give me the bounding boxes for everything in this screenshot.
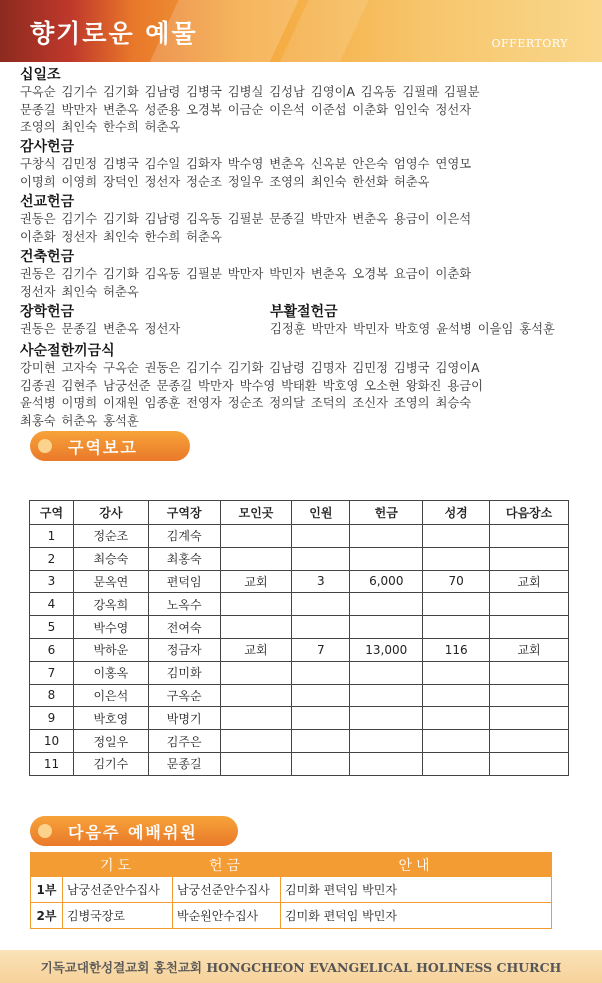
table-cell bbox=[292, 593, 350, 616]
table-cell: 박호영 bbox=[73, 707, 148, 730]
table-cell: 정순조 bbox=[73, 525, 148, 548]
table-cell bbox=[490, 661, 569, 684]
name-line: 이춘화 정선자 최인숙 한수희 허춘옥 bbox=[20, 229, 222, 244]
badge-label: 구역보고 bbox=[68, 437, 138, 457]
table-cell: 7 bbox=[292, 638, 350, 661]
prayer-cell: 김병국장로 bbox=[63, 903, 173, 929]
name-line: 구옥순 김기수 김기화 김남령 김병국 김병실 김성남 김영이A 김옥동 김필래 김필분 bbox=[20, 85, 480, 99]
table-row bbox=[30, 707, 569, 730]
service-part: 2부 bbox=[31, 903, 63, 929]
table-cell: 문종길 bbox=[148, 752, 220, 775]
table-cell bbox=[490, 707, 569, 730]
name-line: 최홍숙 허춘옥 홍석훈 bbox=[20, 413, 139, 428]
name-line: 문종길 박만자 변춘옥 성준용 오경복 이금순 이은석 이준섭 이춘화 임인숙 정선자 bbox=[20, 102, 472, 117]
table-cell: 구옥순 bbox=[148, 684, 220, 707]
table-row bbox=[30, 547, 569, 570]
district-report-badge bbox=[30, 431, 190, 461]
table-cell bbox=[350, 730, 423, 753]
table-row bbox=[30, 684, 569, 707]
table-row bbox=[30, 752, 569, 775]
name-line: 김종권 김현주 남궁선준 문종길 박만자 박수영 박태환 박호영 오소현 왕화진 용금이 bbox=[20, 378, 483, 393]
table-cell: 문옥연 bbox=[73, 570, 148, 593]
table-cell bbox=[220, 616, 292, 639]
lent-section bbox=[20, 342, 590, 430]
offering-cell: 박순원안수집사 bbox=[173, 903, 281, 929]
table-cell: 김기수 bbox=[73, 752, 148, 775]
next-week-badge bbox=[30, 816, 238, 846]
table-cell: 정일우 bbox=[73, 730, 148, 753]
table-cell: 6 bbox=[30, 638, 74, 661]
section-title: 장학헌금 bbox=[20, 304, 75, 320]
table-cell bbox=[350, 752, 423, 775]
table-cell bbox=[350, 707, 423, 730]
section-title: 부활절헌금 bbox=[270, 304, 338, 320]
name-line: 권동은 김기수 김기화 김옥동 김필분 박만자 박민자 변춘옥 오경복 요금이 이춘화 bbox=[20, 267, 472, 281]
table-cell: 강옥희 bbox=[73, 593, 148, 616]
table-cell bbox=[292, 730, 350, 753]
header-cell: 구역 bbox=[30, 501, 74, 525]
page-subtitle: OFFERTORY bbox=[491, 37, 568, 50]
header-cell: 헌금 bbox=[173, 853, 281, 877]
table-cell bbox=[423, 525, 490, 548]
table-cell: 3 bbox=[30, 570, 74, 593]
table-cell: 노옥수 bbox=[148, 593, 220, 616]
table-cell: 최홍숙 bbox=[148, 547, 220, 570]
table-cell bbox=[423, 547, 490, 570]
table-cell bbox=[423, 730, 490, 753]
mission-section bbox=[20, 193, 590, 246]
header-cell: 구역장 bbox=[148, 501, 220, 525]
table-cell: 3 bbox=[292, 570, 350, 593]
table-cell: 최승숙 bbox=[73, 547, 148, 570]
table-cell bbox=[423, 593, 490, 616]
name-line: 권동은 문종길 변춘옥 정선자 bbox=[20, 322, 181, 336]
table-cell bbox=[292, 661, 350, 684]
header-cell: 안내 bbox=[281, 853, 552, 877]
table-cell: 정금자 bbox=[148, 638, 220, 661]
name-line: 윤석병 이명희 이재원 임종훈 전영자 정순조 정의달 조덕의 조신자 조영의 최승숙 bbox=[20, 396, 472, 410]
table-cell: 교회 bbox=[490, 638, 569, 661]
table-cell: 116 bbox=[423, 638, 490, 661]
table-cell bbox=[490, 752, 569, 775]
table-row bbox=[30, 661, 569, 684]
next-week-table bbox=[30, 852, 552, 929]
table-cell: 전여숙 bbox=[148, 616, 220, 639]
name-line: 조영의 최인숙 한수희 허춘옥 bbox=[20, 120, 181, 134]
table-cell: 김주은 bbox=[148, 730, 220, 753]
table-cell bbox=[490, 525, 569, 548]
scholarship-section bbox=[20, 303, 590, 339]
table-cell: 8 bbox=[30, 684, 74, 707]
table-cell bbox=[292, 547, 350, 570]
header-cell: 다음장소 bbox=[490, 501, 569, 525]
bullet-icon bbox=[38, 824, 52, 838]
table-cell: 박수영 bbox=[73, 616, 148, 639]
table-cell: 편덕임 bbox=[148, 570, 220, 593]
table-cell bbox=[220, 661, 292, 684]
table-row bbox=[30, 593, 569, 616]
table-cell bbox=[350, 684, 423, 707]
table-cell: 1 bbox=[30, 525, 74, 548]
table-cell: 70 bbox=[423, 570, 490, 593]
thanks-section bbox=[20, 138, 590, 191]
name-line: 강미현 고자숙 구옥순 권동은 김기수 김기화 김남령 김명자 김민정 김병국 김영이A bbox=[20, 361, 480, 375]
table-row bbox=[30, 730, 569, 753]
header-cell bbox=[31, 853, 63, 877]
name-line: 정선자 최인숙 허춘옥 bbox=[20, 284, 139, 299]
district-report-table bbox=[29, 500, 569, 776]
table-cell bbox=[220, 684, 292, 707]
table-cell bbox=[490, 593, 569, 616]
service-part: 1부 bbox=[31, 877, 63, 903]
table-row bbox=[30, 570, 569, 593]
header-cell: 인원 bbox=[292, 501, 350, 525]
table-header-row bbox=[31, 853, 552, 877]
table-cell bbox=[292, 616, 350, 639]
header-cell: 모인곳 bbox=[220, 501, 292, 525]
table-cell bbox=[350, 593, 423, 616]
header-cell: 헌금 bbox=[350, 501, 423, 525]
table-cell bbox=[220, 730, 292, 753]
table-cell bbox=[423, 661, 490, 684]
table-cell: 7 bbox=[30, 661, 74, 684]
table-cell bbox=[292, 707, 350, 730]
usher-cell: 김미화 편덕임 박민자 bbox=[281, 903, 552, 929]
church-footer bbox=[0, 950, 602, 983]
footer-text: 기독교대한성결교회 홍천교회 HONGCHEON EVANGELICAL HOLINESS CHURCH bbox=[40, 959, 562, 975]
table-cell bbox=[220, 707, 292, 730]
table-cell: 교회 bbox=[220, 638, 292, 661]
badge-label: 다음주 예배위원 bbox=[68, 822, 198, 842]
table-cell bbox=[423, 684, 490, 707]
header-cell: 강사 bbox=[73, 501, 148, 525]
table-cell: 9 bbox=[30, 707, 74, 730]
table-cell bbox=[423, 616, 490, 639]
table-cell: 11 bbox=[30, 752, 74, 775]
section-title: 십일조 bbox=[20, 67, 61, 83]
page-title: 향기로운 예물 bbox=[30, 19, 198, 48]
table-cell bbox=[292, 684, 350, 707]
name-line: 구창식 김민정 김병국 김수일 김화자 박수영 변춘옥 신옥분 안은숙 엄영수 연영모 bbox=[20, 157, 472, 171]
table-cell: 13,000 bbox=[350, 638, 423, 661]
table-row bbox=[30, 638, 569, 661]
table-cell bbox=[350, 616, 423, 639]
table-cell bbox=[490, 684, 569, 707]
section-title: 선교헌금 bbox=[20, 194, 75, 210]
page-header bbox=[0, 0, 602, 62]
bullet-icon bbox=[38, 439, 52, 453]
tithe-section bbox=[20, 66, 590, 137]
prayer-cell: 남궁선준안수집사 bbox=[63, 877, 173, 903]
table-cell: 2 bbox=[30, 547, 74, 570]
table-cell: 이홍옥 bbox=[73, 661, 148, 684]
table-cell: 김미화 bbox=[148, 661, 220, 684]
table-cell bbox=[220, 547, 292, 570]
name-line: 김정훈 박만자 박민자 박호영 윤석병 이을임 홍석훈 bbox=[270, 322, 555, 336]
section-title: 사순절한끼금식 bbox=[20, 343, 115, 359]
table-cell: 박명기 bbox=[148, 707, 220, 730]
table-cell: 김계숙 bbox=[148, 525, 220, 548]
offering-cell: 남궁선준안수집사 bbox=[173, 877, 281, 903]
table-cell: 6,000 bbox=[350, 570, 423, 593]
table-cell bbox=[292, 525, 350, 548]
table-cell: 교회 bbox=[490, 570, 569, 593]
table-cell bbox=[423, 752, 490, 775]
table-cell: 4 bbox=[30, 593, 74, 616]
building-section bbox=[20, 248, 590, 301]
section-title: 감사헌금 bbox=[20, 139, 75, 155]
table-cell bbox=[220, 593, 292, 616]
table-cell bbox=[423, 707, 490, 730]
table-cell: 교회 bbox=[220, 570, 292, 593]
easter-section bbox=[270, 303, 602, 339]
table-cell bbox=[292, 752, 350, 775]
table-cell bbox=[490, 730, 569, 753]
table-row bbox=[30, 525, 569, 548]
table-row bbox=[30, 616, 569, 639]
table-row bbox=[31, 877, 552, 903]
header-cell: 기도 bbox=[63, 853, 173, 877]
table-cell: 박하운 bbox=[73, 638, 148, 661]
table-cell: 5 bbox=[30, 616, 74, 639]
usher-cell: 김미화 편덕임 박민자 bbox=[281, 877, 552, 903]
name-line: 권동은 김기수 김기화 김남령 김옥동 김필분 문종길 박만자 변춘옥 용금이 이은석 bbox=[20, 212, 472, 226]
table-cell bbox=[350, 525, 423, 548]
table-cell bbox=[490, 547, 569, 570]
section-title: 건축헌금 bbox=[20, 249, 75, 265]
table-header-row bbox=[30, 501, 569, 525]
name-line: 이명희 이영희 장덕인 정선자 정순조 정일우 조영의 최인숙 한선화 허춘옥 bbox=[20, 174, 430, 189]
table-row bbox=[31, 903, 552, 929]
table-cell bbox=[350, 547, 423, 570]
table-cell bbox=[350, 661, 423, 684]
table-cell: 이은석 bbox=[73, 684, 148, 707]
table-cell bbox=[220, 525, 292, 548]
table-cell bbox=[220, 752, 292, 775]
table-cell bbox=[490, 616, 569, 639]
header-cell: 성경 bbox=[423, 501, 490, 525]
table-cell: 10 bbox=[30, 730, 74, 753]
